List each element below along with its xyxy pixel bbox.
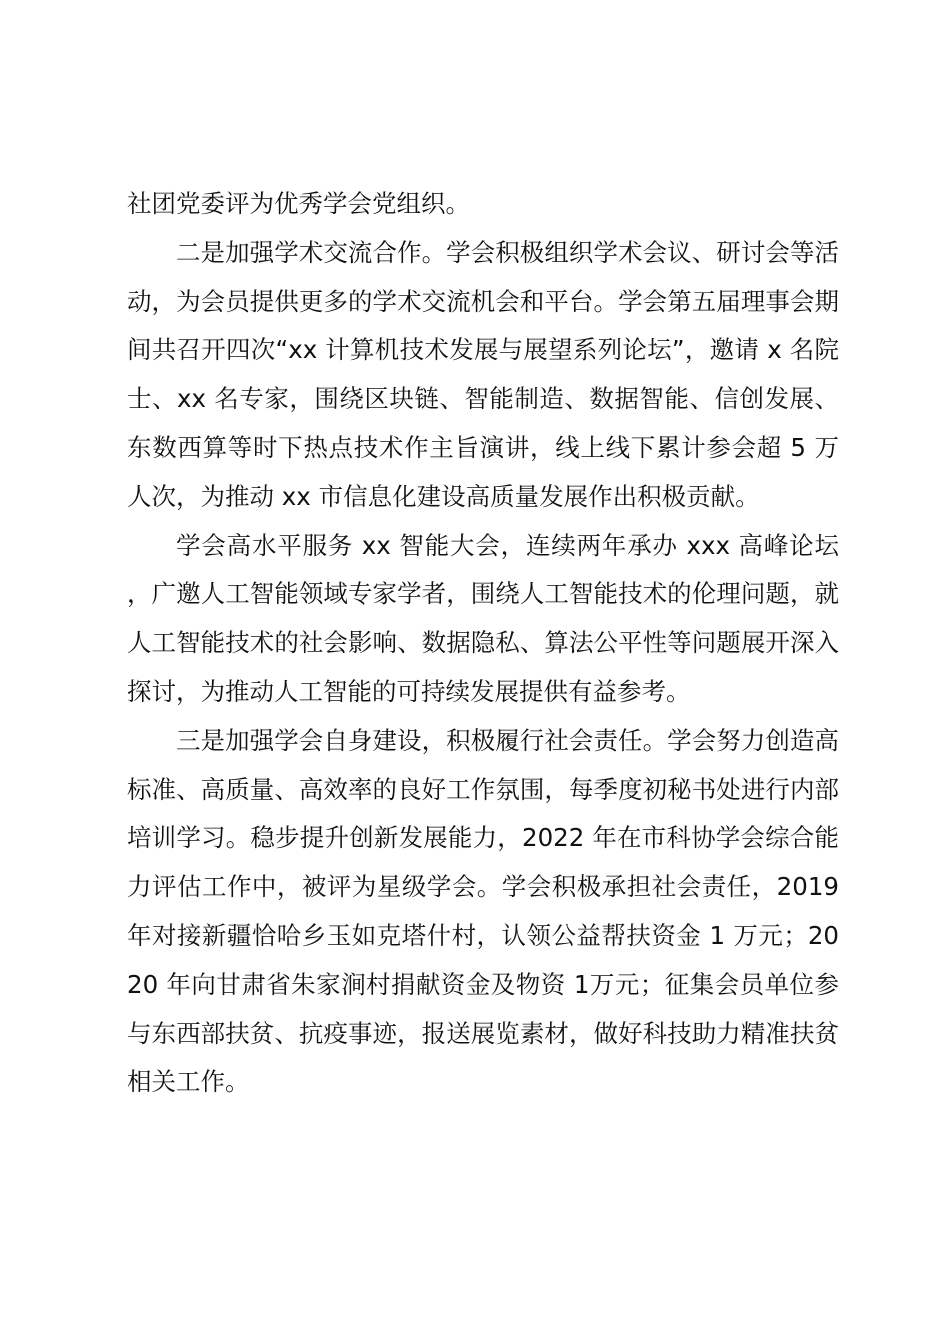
paragraph-line: 邀请 x 名院士、xx 名专家，围绕区块链、智能制造、数据智能、 (127, 335, 839, 414)
paragraph-line: 理事会期间共召开四次“xx 计算机技术发展与展望系列论坛”， (127, 286, 840, 365)
body-text (127, 180, 839, 1107)
paragraph-line: 三是加强学会自身建设，积极履行社会责任。学会努力创 (176, 725, 790, 755)
paragraph-line: 进行内部培训学习。稳步提升创新发展能力，2022 年在市科 (127, 774, 840, 853)
paragraph-line: 等活动，为会员提供更多的学术交流机会和平台。学会第五届 (127, 237, 840, 316)
paragraph-line: 造高标准、高质量、高效率的良好工作氛围，每季度初秘书处 (127, 725, 840, 804)
paragraph-line: 社团党委评为优秀学会党组织。 (127, 189, 470, 218)
paragraph-line: 材，做好科技助力精准扶贫相关工作。 (127, 1018, 840, 1097)
paragraph-2 (127, 229, 839, 522)
paragraph-line: 协学会综合能力评估工作中，被评为星级学会。学会积极承担 (127, 823, 839, 902)
paragraph-line: 信创发展、东数西算等时下热点技术作主旨演讲，线上线下累 (127, 384, 839, 462)
paragraph-line: 计参会超 5 万人次，为推动 xx 市信息化建设高质量发展作出积 (127, 432, 839, 511)
paragraph-line: 极贡献。 (661, 481, 760, 511)
paragraph-4 (127, 717, 839, 1107)
paragraph-1 (127, 180, 839, 229)
paragraph-line: 坛，广邀人工智能领域专家学者，围绕人工智能技术的伦理问 (127, 530, 839, 609)
paragraph-line: 社会责任，2019 年对接新疆恰哈乡玉如克塔什村，认领公益 (127, 872, 839, 950)
paragraph-line: 学会高水平服务 xx 智能大会，连续两年承办 xxx 高峰论 (176, 530, 815, 560)
paragraph-line: 二是加强学术交流合作。学会积极组织学术会议、研讨会 (176, 237, 790, 267)
paragraph-line: 帮扶资金 1 万元；2020 年向甘肃省朱家涧村捐献资金及物资 1 (127, 920, 839, 999)
paragraph-line: 万元；征集会员单位参与东西部扶贫、抗疫事迹，报送展览素 (127, 969, 840, 1048)
paragraph-3 (127, 522, 839, 717)
paragraph-line: 题展开深入探讨，为推动人工智能的可持续发展提供有益参考。 (127, 628, 840, 706)
paragraph-line: 题，就人工智能技术的社会影响、数据隐私、算法公平性等问 (127, 579, 839, 658)
